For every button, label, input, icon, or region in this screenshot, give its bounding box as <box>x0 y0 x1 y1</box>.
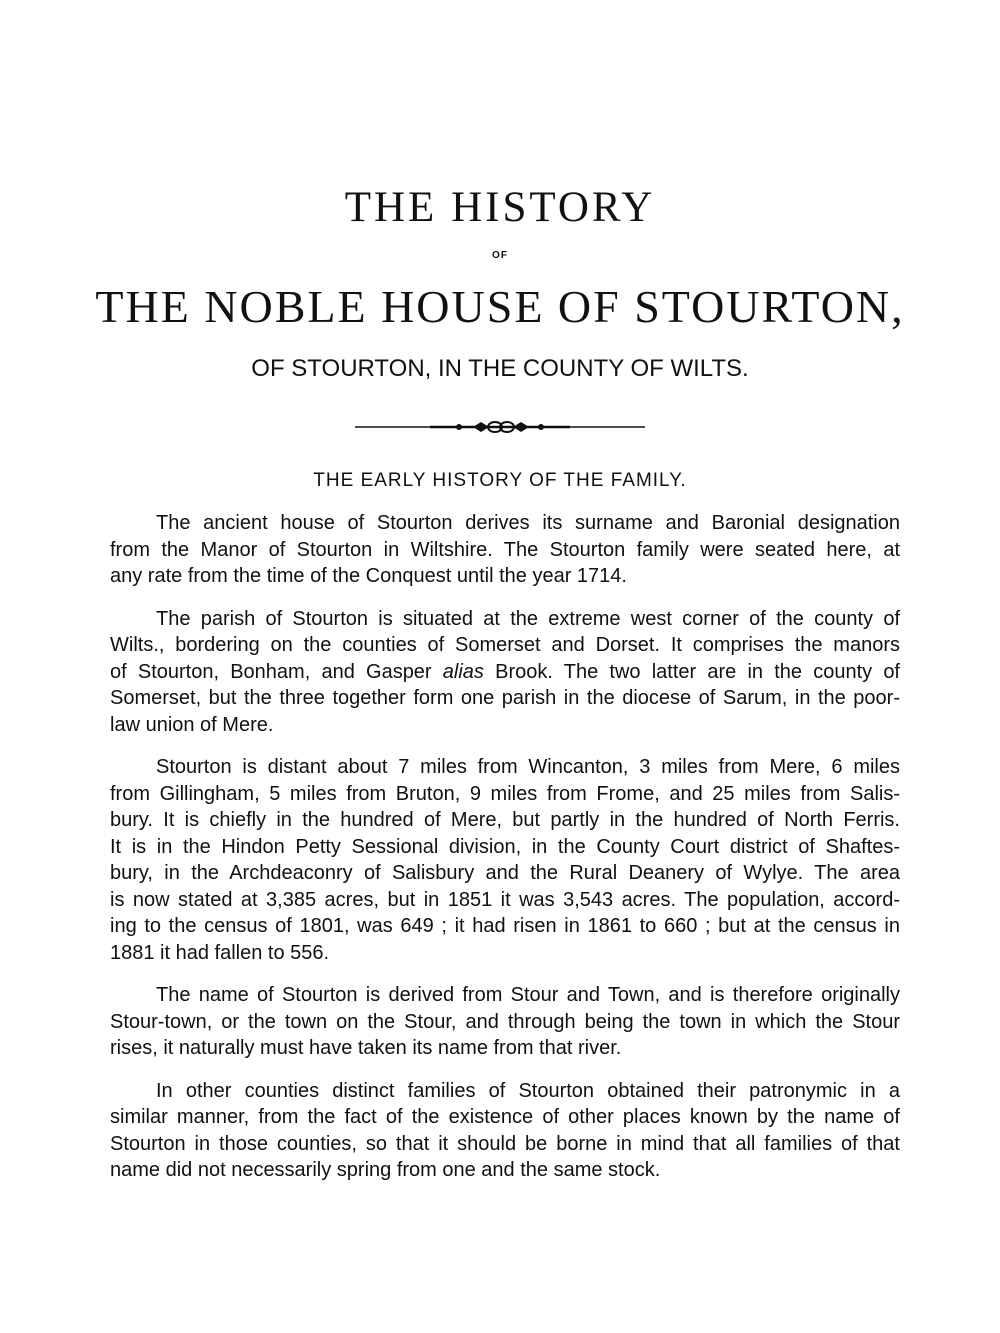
text-line: from Gillingham, 5 miles from Bruton, 9 miles from Frome, and 25 miles from Salis- <box>110 782 900 805</box>
text-line: The ancient house of Stourton derives its surname and Baronial designation <box>156 512 900 534</box>
text-line: any rate from the time of the Conquest until the year 1714. <box>110 565 627 587</box>
paragraph <box>110 1078 900 1184</box>
text-line: In other counties distinct families of Stourton obtained their patronymic in a <box>156 1079 900 1102</box>
italic-word: alias <box>442 660 484 683</box>
title-line-1: THE HISTORY <box>344 184 656 231</box>
text-line: name did not necessarily spring from one and the same stock. <box>110 1159 661 1181</box>
text-line: similar manner, from the fact of the existence of other places known by the name of <box>110 1106 900 1128</box>
text-line: is now stated at 3,385 acres, but in 1851 it was 3,543 acres. The population, accord- <box>110 888 900 911</box>
text-line-with-italic <box>110 659 900 686</box>
text-line: law union of Mere. <box>110 713 274 736</box>
text-line: from the Manor of Stourton in Wiltshire. The Stourton family were seated here, at <box>110 538 900 561</box>
text-line: bury, in the Archdeaconry of Salisbury and the Rural Deanery of Wylye. The area <box>110 862 900 884</box>
text-line: 1881 it had fallen to 556. <box>110 941 330 964</box>
title-of: OF <box>492 250 508 261</box>
text-line: It is in the Hindon Petty Sessional division, in the County Court district of Shaftes- <box>110 835 900 858</box>
text-line: Stour-town, or the town on the Stour, and through being the town in which the Stour <box>110 1010 900 1033</box>
text-line: ing to the census of 1801, was 649 ; it had risen in 1861 to 660 ; but at the census in <box>110 915 900 937</box>
text-line: Wilts., bordering on the counties of Somerset and Dorset. It comprises the manors <box>110 634 900 656</box>
paragraph <box>110 606 900 739</box>
title-line-2: THE NOBLE HOUSE OF STOURTON, <box>95 281 905 332</box>
body-text <box>110 510 900 1200</box>
paragraph <box>110 510 900 590</box>
text-line: The name of Stourton is derived from Stour and Town, and is therefore originally <box>156 984 900 1006</box>
text-line: rises, it naturally must have taken its name from that river. <box>110 1037 622 1059</box>
text-fragment: Brook. The two latter are in the county of <box>495 660 900 683</box>
text-line: Stourton is distant about 7 miles from Wincanton, 3 miles from Mere, 6 miles <box>156 756 900 778</box>
section-heading: THE EARLY HISTORY OF THE FAMILY. <box>313 470 687 491</box>
text-line: The parish of Stourton is situated at the extreme west corner of the county of <box>156 607 900 630</box>
paragraph <box>110 754 900 966</box>
text-fragment: of Stourton, Bonham, and Gasper <box>110 660 432 683</box>
paragraph <box>110 982 900 1062</box>
text-line: Somerset, but the three together form one parish in the diocese of Sarum, in the poor- <box>110 687 900 709</box>
text-line: Stourton in those counties, so that it should be borne in mind that all families of that <box>110 1132 900 1155</box>
subtitle: OF STOURTON, IN THE COUNTY OF WILTS. <box>251 355 749 382</box>
text-line: bury. It is chiefly in the hundred of Mere, but partly in the hundred of North Ferris. <box>110 809 900 831</box>
ornament-divider-icon <box>355 416 645 438</box>
